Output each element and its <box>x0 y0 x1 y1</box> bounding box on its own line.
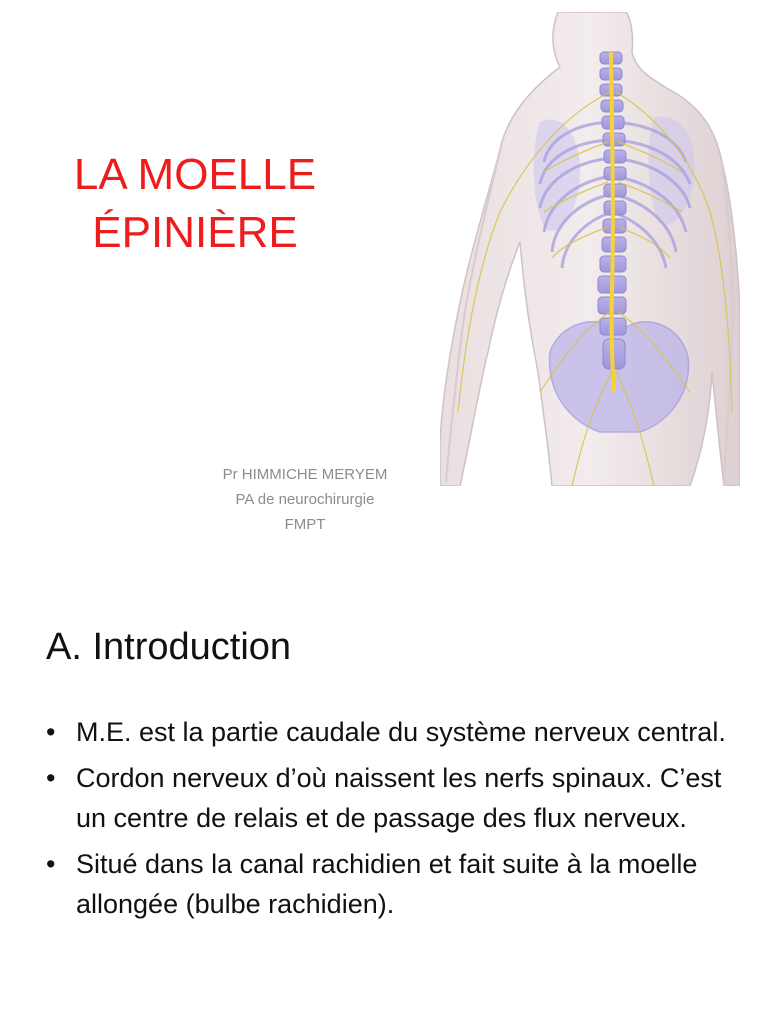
bullet-list <box>46 712 736 930</box>
title-line-2: ÉPINIÈRE <box>92 208 298 257</box>
author-name: Pr HIMMICHE MERYEM <box>222 466 388 483</box>
spinal-cord-anatomy-illustration <box>440 12 740 486</box>
slide-title <box>40 146 350 262</box>
author-block <box>170 462 440 537</box>
title-line-1: LA MOELLE <box>73 150 317 199</box>
bullet-icon: • <box>46 717 56 747</box>
bullet-text: Situé dans la canal rachidien et fait suite à la moelle allongée (bulbe rachidien). <box>76 849 698 919</box>
bullet-icon: • <box>46 763 56 793</box>
author-institution: FMPT <box>284 516 326 533</box>
slide-heading: A. Introduction <box>46 626 292 668</box>
list-item <box>46 758 736 838</box>
bullet-text: Cordon nerveux d’où naissent les nerfs spinaux. C’est un centre de relais et de passage des flux nerveux. <box>76 763 722 833</box>
list-item <box>46 712 736 752</box>
introduction-slide <box>0 570 768 1024</box>
list-item <box>46 844 736 924</box>
author-role: PA de neurochirurgie <box>235 491 375 508</box>
bullet-icon: • <box>46 849 56 879</box>
bullet-text: M.E. est la partie caudale du système nerveux central. <box>76 717 726 747</box>
